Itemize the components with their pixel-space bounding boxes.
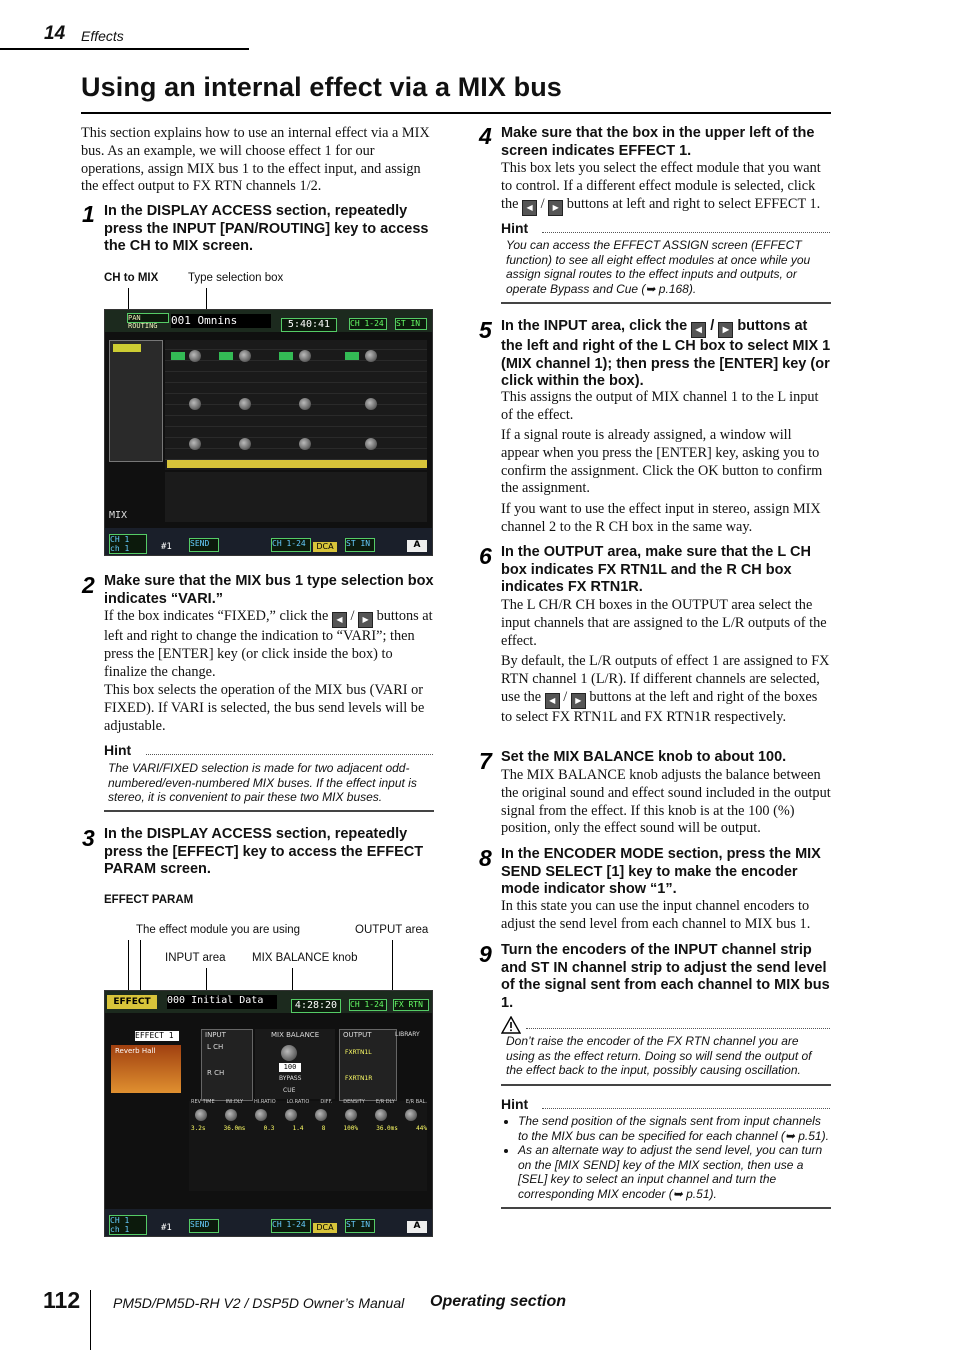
st-in-indicator: ST IN bbox=[345, 538, 375, 552]
caption-effect-param: EFFECT PARAM bbox=[104, 894, 194, 906]
step-6-number: 6 bbox=[479, 543, 492, 569]
step-9-number: 9 bbox=[479, 941, 492, 967]
step-7-heading: Set the MIX BALANCE knob to about 100. bbox=[501, 749, 787, 765]
hint-bottom-rule bbox=[501, 302, 831, 304]
send-knob[interactable] bbox=[365, 438, 377, 450]
l-ch-label: L CH bbox=[207, 1043, 224, 1051]
footer-divider bbox=[90, 1290, 91, 1350]
header-section: Effects bbox=[81, 28, 124, 44]
step-7-number: 7 bbox=[479, 748, 492, 774]
send-knob[interactable] bbox=[299, 438, 311, 450]
caution-text: Don’t raise the encoder of the FX RTN channel you are using as the effect return. Doing so will send the output of the effect back to the input, possibly causing oscillation. bbox=[506, 1034, 812, 1078]
hint-1-text: The VARI/FIXED selection is made for two adjacent odd-numbered/even-numbered MIX buses. If the effect input is stereo, it is convenient to pair these two MIX buses. bbox=[108, 761, 417, 805]
param-knob[interactable] bbox=[375, 1109, 387, 1121]
hint-rule bbox=[542, 1108, 830, 1109]
send-knob[interactable] bbox=[365, 350, 377, 362]
header-page-number: 14 bbox=[44, 23, 66, 44]
effect-module-box[interactable]: EFFECT 1 bbox=[135, 1031, 179, 1041]
send-knob[interactable] bbox=[239, 438, 251, 450]
send-knob[interactable] bbox=[299, 398, 311, 410]
step-8-heading: In the ENCODER MODE section, press the MIX SEND SELECT [1] key to make the encoder mode indicator show “1”. bbox=[501, 846, 821, 897]
selected-ch: CH 1 ch 1 bbox=[109, 534, 147, 554]
hint-bottom-rule bbox=[104, 810, 434, 812]
step-5-paragraph-1: This assigns the output of MIX channel 1 to the L input of the effect. bbox=[501, 389, 819, 423]
send-knob[interactable] bbox=[239, 398, 251, 410]
output-l-ch[interactable]: FXRTN1L bbox=[345, 1049, 372, 1056]
caption-input-area: INPUT area bbox=[165, 952, 226, 964]
follow-pan-area bbox=[165, 472, 427, 522]
param-knob[interactable] bbox=[255, 1109, 267, 1121]
ch-to-mix-screenshot bbox=[104, 309, 433, 556]
scene-name: 000 Initial Data bbox=[167, 995, 277, 1009]
screen-bottom-bar bbox=[105, 528, 432, 555]
parameter-values: 3.2s 36.0ms 0.3 1.4 8 100% 36.0ms 44% bbox=[191, 1125, 427, 1132]
hint-2-text: You can access the EFFECT ASSIGN screen (EFFECT function) to see all eight effect modules at once while you assign signal routes to the effect inputs and outputs, or operate Bypass and Cue (➥ p.168). bbox=[506, 238, 811, 296]
meter-section-2: FX RTN bbox=[393, 999, 429, 1011]
on-button[interactable] bbox=[171, 352, 185, 360]
hint-3-item-2: • As an alternate way to adjust the send level, you can turn on the [MIX SEND] key of the MIX section, then use a [SEL] key to select an input channel and turn the corresponding MIX encoder (➥ p.51). bbox=[518, 1143, 830, 1201]
output-label: OUTPUT bbox=[343, 1031, 372, 1039]
mix-balance-value: 100 bbox=[279, 1063, 301, 1072]
tab-pan: PAN ROUTING bbox=[127, 313, 169, 323]
preset-name: Reverb Hall bbox=[115, 1047, 156, 1055]
st-in-indicator: ST IN bbox=[345, 1219, 375, 1233]
channel-grid bbox=[165, 340, 427, 470]
step-5-paragraph-2: If a signal route is already assigned, a window will appear when you press the [ENTER] key, asking you to confirm the assignment. Click the OK button to confirm the assignment. bbox=[501, 427, 823, 497]
param-knob[interactable] bbox=[315, 1109, 327, 1121]
input-area bbox=[201, 1029, 253, 1101]
hint-rule bbox=[542, 232, 830, 233]
encoder-mode: #1 bbox=[161, 542, 172, 552]
on-button[interactable] bbox=[219, 352, 233, 360]
caption-effect-module: The effect module you are using bbox=[136, 924, 301, 936]
step-8-number: 8 bbox=[479, 845, 492, 871]
footer-manual-title: PM5D/PM5D-RH V2 / DSP5D Owner’s Manual bbox=[113, 1295, 405, 1311]
left-arrow-button-icon: ◀ bbox=[522, 200, 537, 216]
hint-rule bbox=[146, 754, 433, 755]
layer-indicator: CH 1-24 bbox=[271, 538, 311, 552]
mix-label: MIX bbox=[109, 510, 128, 521]
param-knob[interactable] bbox=[345, 1109, 357, 1121]
hint-3-item-1: • The send position of the signals sent from input channels to the MIX bus can be specified for each channel (➥ p.51). bbox=[518, 1114, 830, 1143]
left-arrow-button-icon: ◀ bbox=[545, 693, 560, 709]
dca-indicator: DCA bbox=[313, 1223, 337, 1233]
present-time: 4:28:20 bbox=[291, 999, 341, 1013]
present-time: 5:40:41 bbox=[281, 318, 337, 332]
left-arrow-button-icon: ◀ bbox=[332, 612, 347, 628]
caption-output-area: OUTPUT area bbox=[355, 924, 429, 936]
caution-rule bbox=[526, 1028, 830, 1029]
page-title: Using an internal effect via a MIX bus bbox=[81, 72, 562, 102]
hint-bottom-rule bbox=[501, 1207, 831, 1209]
scene-a-indicator: A bbox=[407, 540, 427, 552]
hint-3-list bbox=[504, 1114, 830, 1202]
meter-section-2: ST IN bbox=[395, 318, 427, 330]
cue-button[interactable]: CUE bbox=[283, 1087, 296, 1094]
hint-title: Hint bbox=[501, 220, 529, 236]
library-button[interactable]: LIBRARY bbox=[395, 1031, 420, 1038]
send-knob[interactable] bbox=[189, 350, 201, 362]
step-5-paragraph-3: If you want to use the effect input in stereo, assign MIX channel 2 to the R CH box in the same way. bbox=[501, 501, 821, 535]
step-6-heading: In the OUTPUT area, make sure that the L CH box indicates FX RTN1L and the R CH box indicates FX RTN1R. bbox=[501, 544, 811, 595]
bypass-button[interactable]: BYPASS bbox=[279, 1075, 302, 1082]
meter-section: CH 1-24 bbox=[349, 318, 387, 330]
step-6-paragraph-2: By default, the L/R outputs of effect 1 are assigned to FX RTN channel 1 (L/R). If different channels are selected, use the ◀ / ▶ buttons at the left and right of the boxes to select FX RTN1L and FX RTN1R respectively. bbox=[501, 653, 830, 725]
caption-ch-to-mix: CH to MIX bbox=[104, 272, 159, 284]
hint-title: Hint bbox=[104, 742, 132, 758]
send-knob[interactable] bbox=[239, 350, 251, 362]
send-knob[interactable] bbox=[189, 438, 201, 450]
step-3-number: 3 bbox=[82, 825, 95, 851]
header-rule bbox=[0, 48, 249, 50]
param-knob[interactable] bbox=[405, 1109, 417, 1121]
param-knob[interactable] bbox=[195, 1109, 207, 1121]
mix-bus-list bbox=[109, 340, 163, 462]
mix-balance-label: MIX BALANCE bbox=[271, 1031, 320, 1039]
screen-bottom-bar bbox=[105, 1209, 432, 1236]
input-label: INPUT bbox=[205, 1031, 226, 1039]
footer-page-number: 112 bbox=[43, 1287, 81, 1313]
send-knob[interactable] bbox=[189, 398, 201, 410]
send-indicator: SEND bbox=[189, 538, 219, 552]
effect-param-screenshot bbox=[104, 990, 433, 1237]
step-2-number: 2 bbox=[82, 572, 95, 598]
step-3-heading: In the DISPLAY ACCESS section, repeatedly press the [EFFECT] key to access the EFFECT PARAM screen. bbox=[104, 826, 424, 877]
send-indicator: SEND bbox=[189, 1219, 219, 1233]
layer-indicator: CH 1-24 bbox=[271, 1219, 311, 1233]
step-1-heading: In the DISPLAY ACCESS section, repeatedly press the INPUT [PAN/ROUTING] key to access the CH to MIX screen. bbox=[104, 203, 429, 254]
footer-section: Operating section bbox=[430, 1293, 567, 1310]
pre-fader-row bbox=[167, 460, 427, 468]
tab-effect: EFFECT bbox=[107, 995, 157, 1009]
send-knob[interactable] bbox=[365, 398, 377, 410]
right-arrow-button-icon: ▶ bbox=[571, 693, 586, 709]
send-knob[interactable] bbox=[299, 350, 311, 362]
step-1-number: 1 bbox=[82, 201, 95, 227]
caution-icon bbox=[501, 1016, 521, 1034]
on-button[interactable] bbox=[345, 352, 359, 360]
intro-paragraph: This section explains how to use an internal effect via a MIX bus. As an example, we will choose effect 1 for our operations, assign MIX bus 1 to the effect input, and assign the effect output to FX RTN channels 1/2. bbox=[81, 125, 430, 195]
mix-balance-knob[interactable] bbox=[281, 1045, 297, 1061]
scene-a-indicator: A bbox=[407, 1221, 427, 1233]
step-4-heading: Make sure that the box in the upper left of the screen indicates EFFECT 1. bbox=[501, 125, 815, 159]
r-ch-label: R CH bbox=[207, 1069, 225, 1077]
caption-type-selection-box: Type selection box bbox=[188, 272, 284, 284]
step-5-number: 5 bbox=[479, 317, 492, 343]
step-4-paragraph: This box lets you select the effect module that you want to control. If a different effect module is selected, click the ◀ / ▶ buttons at left and right to select EFFECT 1. bbox=[501, 160, 831, 216]
step-4-number: 4 bbox=[479, 123, 492, 149]
step-2-paragraph-2: This box selects the operation of the MIX bus (VARI or FIXED). If VARI is selected, the bus send levels will be adjustable. bbox=[104, 682, 425, 734]
left-arrow-button-icon: ◀ bbox=[691, 322, 706, 338]
step-8-paragraph: In this state you can use the input channel encoders to adjust the send level from each channel to MIX bus 1. bbox=[501, 898, 811, 932]
step-6-paragraph-1: The L CH/R CH boxes in the OUTPUT area select the input channels that are assigned to the L/R outputs of the effect. bbox=[501, 597, 827, 649]
caution-bottom-rule bbox=[501, 1084, 831, 1086]
right-arrow-button-icon: ▶ bbox=[548, 200, 563, 216]
meter-section: CH 1-24 bbox=[349, 999, 387, 1011]
title-rule bbox=[81, 112, 831, 114]
step-7-paragraph: The MIX BALANCE knob adjusts the balance between the original sound and effect sound included in the output signal from the effect. If this knob is at the 100 (%) position, only the effect sound will be output. bbox=[501, 767, 831, 837]
right-arrow-button-icon: ▶ bbox=[718, 322, 733, 338]
on-button[interactable] bbox=[279, 352, 293, 360]
output-area bbox=[339, 1029, 397, 1101]
parameter-names: REV TIME INI.DLY HI.RATIO LO.RATIO DIFF. DENSITY E/R DLY E/R BAL. bbox=[191, 1099, 427, 1105]
encoder-mode: #1 bbox=[161, 1223, 172, 1233]
param-knob[interactable] bbox=[285, 1109, 297, 1121]
step-5-heading: In the INPUT area, click the ◀ / ▶ buttons at the left and right of the L CH box to select MIX 1 (MIX channel 1); then press the [ENTER] key (or click within the box). bbox=[501, 318, 831, 389]
step-9-heading: Turn the encoders of the INPUT channel strip and ST IN channel strip to adjust the send level of the signal sent from each channel to MIX bus 1. bbox=[501, 942, 830, 1011]
right-arrow-button-icon: ▶ bbox=[358, 612, 373, 628]
param-knob[interactable] bbox=[225, 1109, 237, 1121]
step-2-heading: Make sure that the MIX bus 1 type selection box indicates “VARI.” bbox=[104, 573, 434, 607]
selected-ch: CH 1 ch 1 bbox=[109, 1215, 147, 1235]
scene-name: 001 Omnins bbox=[171, 314, 271, 328]
caption-mix-balance: MIX BALANCE knob bbox=[252, 952, 358, 964]
step-2-paragraph-1: If the box indicates “FIXED,” click the ◀ / ▶ buttons at left and right to change the indication to “VARI”; then press the [ENTER] key (or click inside the box) to finalize the change. bbox=[104, 608, 433, 680]
dca-indicator: DCA bbox=[313, 542, 337, 552]
type-selection-box[interactable] bbox=[113, 344, 141, 352]
output-r-ch[interactable]: FXRTN1R bbox=[345, 1075, 373, 1082]
hint-title: Hint bbox=[501, 1096, 529, 1112]
